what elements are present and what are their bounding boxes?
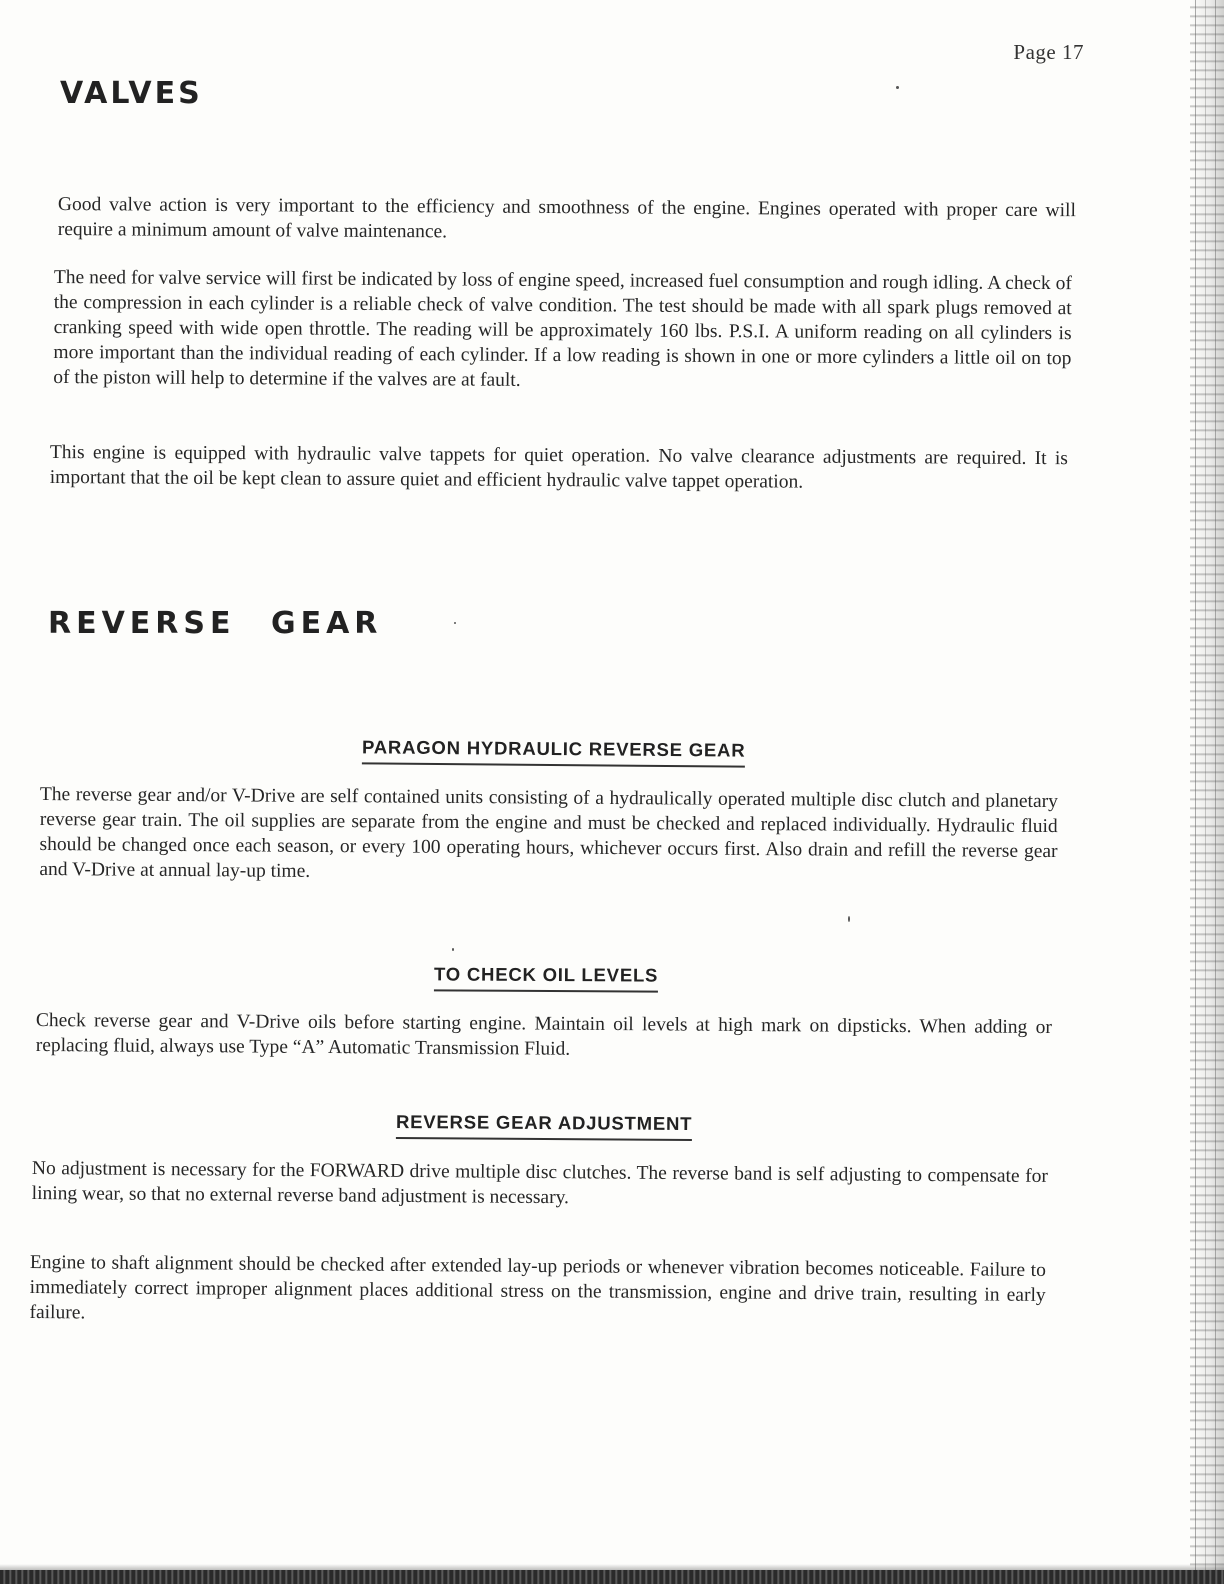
scan-edge-line	[1205, 0, 1206, 1584]
scan-speck	[454, 622, 456, 624]
valves-paragraph-3: This engine is equipped with hydraulic valve tappets for quiet operation. No valve clearance adjustments are required. It is important that the oil be kept clean to assure quiet and efficient hydraulic valve tappet operation.	[49, 441, 1068, 493]
oil-levels-paragraph: Check reverse gear and V-Drive oils before starting engine. Maintain oil levels at high mark on dipsticks. When adding or replacing fluid, always use Type “A” Automatic Transmission Fluid.	[35, 1009, 1052, 1060]
adjustment-paragraph: No adjustment is necessary for the FORWARD drive multiple disc clutches. The reverse band is self adjusting to compensate for lining wear, so that no external reverse band adjustment is necessary.	[31, 1157, 1048, 1209]
scan-speck	[848, 916, 850, 922]
oil-levels-heading: TO CHECK OIL LEVELS	[434, 963, 658, 992]
valves-paragraph-1: Good valve action is very important to the efficiency and smoothness of the engine. Engines operated with proper care will require a minimum amount of valve maintenance.	[57, 193, 1076, 243]
adjustment-heading: REVERSE GEAR ADJUSTMENT	[396, 1111, 692, 1141]
reverse-gear-title: REVERSE GEAR	[48, 606, 383, 641]
scan-speck	[452, 948, 454, 951]
alignment-paragraph: Engine to shaft alignment should be checked after extended lay-up periods or whenever vibration becomes noticeable. Failure to immediately correct improper alignment places additional stress on the transmission, engine and drive train, resulting in early failure.	[29, 1251, 1046, 1324]
scan-bottom-edge	[0, 1570, 1224, 1584]
scan-speck	[896, 86, 899, 89]
valves-paragraph-2: The need for valve service will first be indicated by loss of engine speed, increased fuel consumption and rough idling. A check of the compression in each cylinder is a reliable check of valve condition. The test should be made with all spark plugs removed at cranking speed with wide open throttle. The reading will be approximately 160 lbs. P.S.I. A uniform reading on all cylinders is more important than the individual reading of each cylinder. If a low reading is shown in one or more cylinders a little oil on top of the piston will help to determine if the valves are at fault.	[53, 266, 1072, 391]
scan-edge-line	[1215, 0, 1216, 1584]
paragon-heading: PARAGON HYDRAULIC REVERSE GEAR	[362, 736, 746, 767]
valves-title: VALVES	[60, 76, 203, 111]
paragon-paragraph: The reverse gear and/or V-Drive are self contained units consisting of a hydraulically operated multiple disc clutch and planetary reverse gear train. The oil supplies are separate from the engine and must be checked and replaced individually. Hydraulic fluid should be changed once each season, or every 100 operating hours, whichever occurs first. Also drain and refill the reverse gear and V-Drive at annual lay-up time.	[39, 783, 1058, 882]
scan-edge-line	[1195, 0, 1196, 1584]
page-number: Page 17	[1013, 40, 1084, 64]
